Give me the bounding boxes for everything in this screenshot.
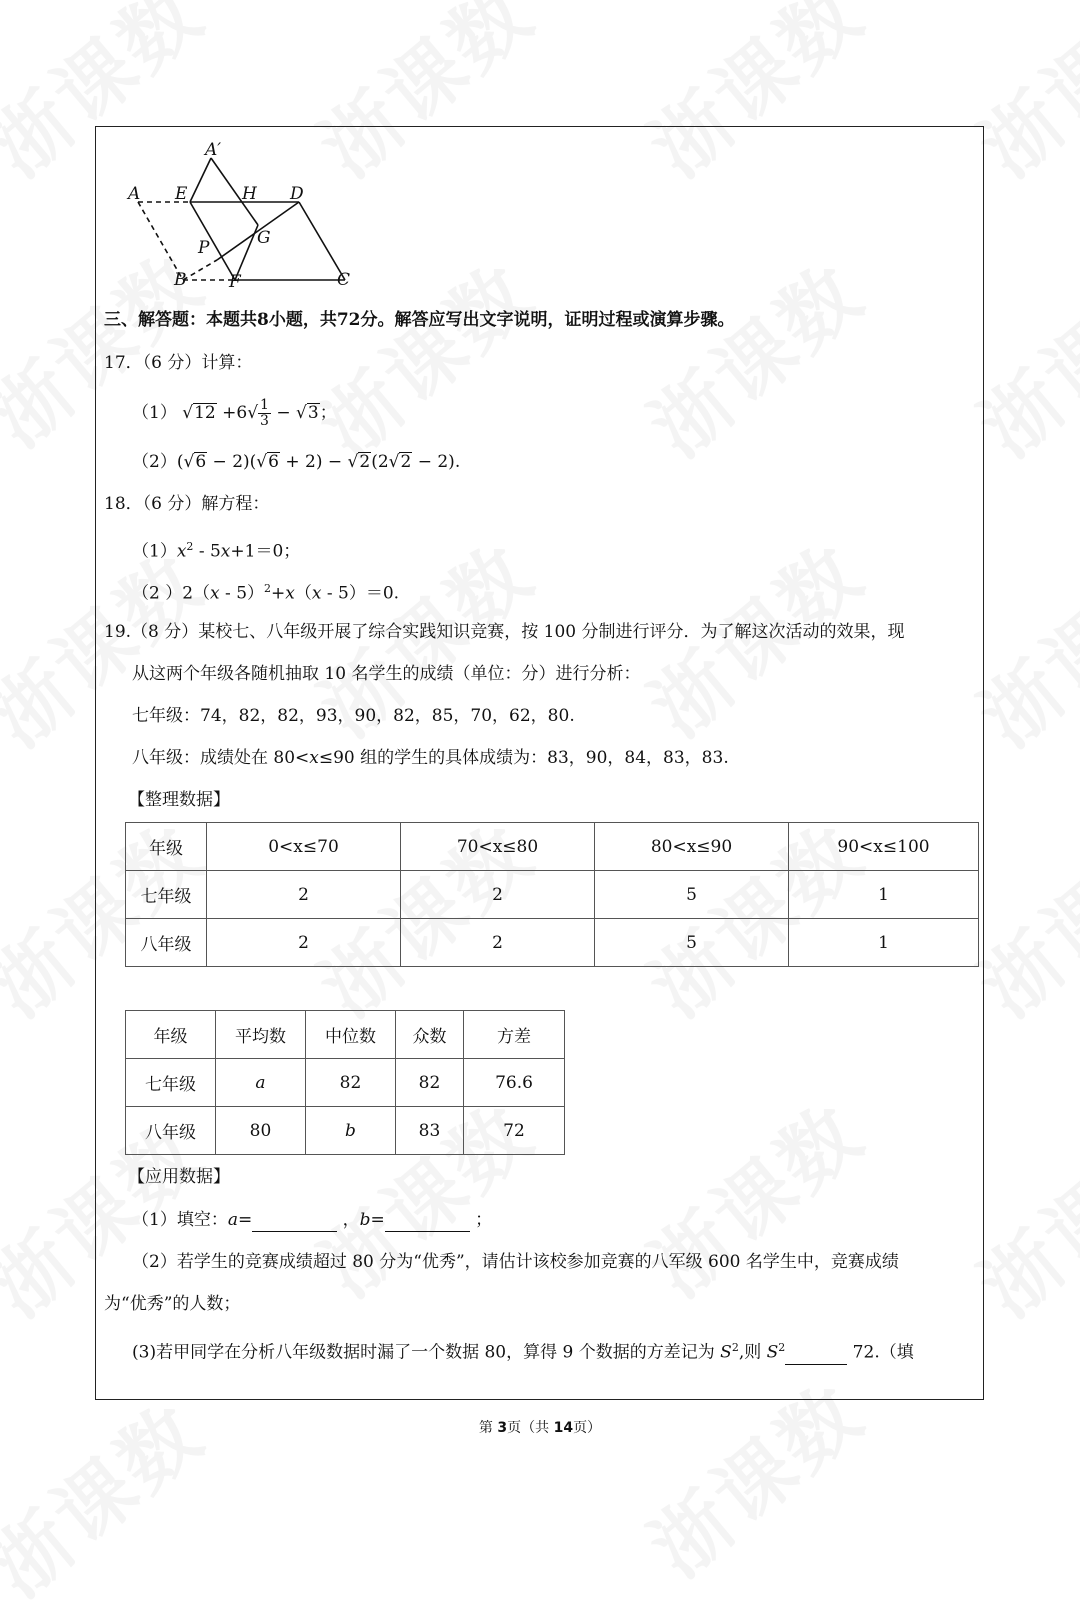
svg-text:D: D xyxy=(290,184,304,204)
geometry-figure xyxy=(125,135,365,299)
svg-text:B: B xyxy=(174,270,187,290)
svg-text:G: G xyxy=(257,228,271,248)
q17-part1: （1） √12 +6√ $\frac{1}{3}$ − √3； xyxy=(132,397,337,429)
apply-title: 【应用数据】 xyxy=(128,1167,230,1187)
q17-header: 17．（6 分）计算： xyxy=(104,353,253,373)
table-row: 七年级 2 2 5 1 xyxy=(126,871,979,919)
svg-text:H: H xyxy=(242,184,257,204)
q18-header: 18．（6 分）解方程： xyxy=(104,494,270,514)
table-header-row: 年级 平均数 中位数 众数 方差 xyxy=(126,1011,565,1059)
table-row: 七年级 a 82 82 76.6 xyxy=(126,1059,565,1107)
q17-part2: （2）(√6 − 2)(√6 + 2) − √2(2√2 − 2). xyxy=(132,452,461,472)
q19-line2: 从这两个年级各随机抽取 10 名学生的成绩（单位：分）进行分析： xyxy=(132,664,641,684)
watermark xyxy=(0,1374,223,1618)
grade7-scores: 七年级：74，82，82，93，90，82，85，70，62，80. xyxy=(132,706,575,726)
apply-q1: （1）填空：a= ，b= ； xyxy=(132,1210,493,1230)
apply-q2-line1: （2）若学生的竞赛成绩超过 80 分为“优秀”，请估计该校参加竞赛的八军级 600 名学生中，竞赛成绩 xyxy=(132,1252,899,1272)
label-a-prime: A′ xyxy=(205,140,222,160)
apply-q3: (3)若甲同学在分析八年级数据时漏了一个数据 80，算得 9 个数据的方差记为 $S^2$,则 $S^2$ 72.（填 xyxy=(132,1341,914,1363)
q19-line1: 19.（8 分）某校七、八年级开展了综合实践知识竞赛，按 100 分制进行评分．为了解这次活动的效果，现 xyxy=(104,622,905,642)
organize-title: 【整理数据】 xyxy=(128,790,230,810)
answer-blank-b[interactable] xyxy=(385,1213,470,1232)
svg-text:P: P xyxy=(198,238,210,258)
statistics-table xyxy=(125,1010,565,1155)
page-footer: 第 3页（共 14页） xyxy=(478,1420,602,1436)
table-row: 八年级 2 2 5 1 xyxy=(126,919,979,967)
answer-blank-s2[interactable] xyxy=(785,1346,847,1365)
section-heading: 三、解答题：本题共8小题，共72分。解答应写出文字说明，证明过程或演算步骤。 xyxy=(104,310,735,330)
answer-blank-a[interactable] xyxy=(252,1213,337,1232)
q18-part2: （2 ）2（x - 5）$^2$+x（x - 5）＝0. xyxy=(132,582,400,604)
apply-q2-line2: 为“优秀”的人数； xyxy=(104,1294,241,1314)
table-row: 八年级 80 b 83 72 xyxy=(126,1107,565,1155)
frequency-table xyxy=(125,822,979,967)
grade8-scores: 八年级：成绩处在 80<x≤90 组的学生的具体成绩为：83，90，84，83，83. xyxy=(132,748,729,768)
svg-text:E: E xyxy=(175,184,188,204)
table-header-row: 年级 0<x≤70 70<x≤80 80<x≤90 90<x≤100 xyxy=(126,823,979,871)
svg-text:A: A xyxy=(128,184,141,204)
svg-text:F: F xyxy=(229,272,241,292)
q18-part1: $(1)x^2 - 5x+1=0$； xyxy=(132,540,301,562)
svg-text:C: C xyxy=(337,270,351,290)
